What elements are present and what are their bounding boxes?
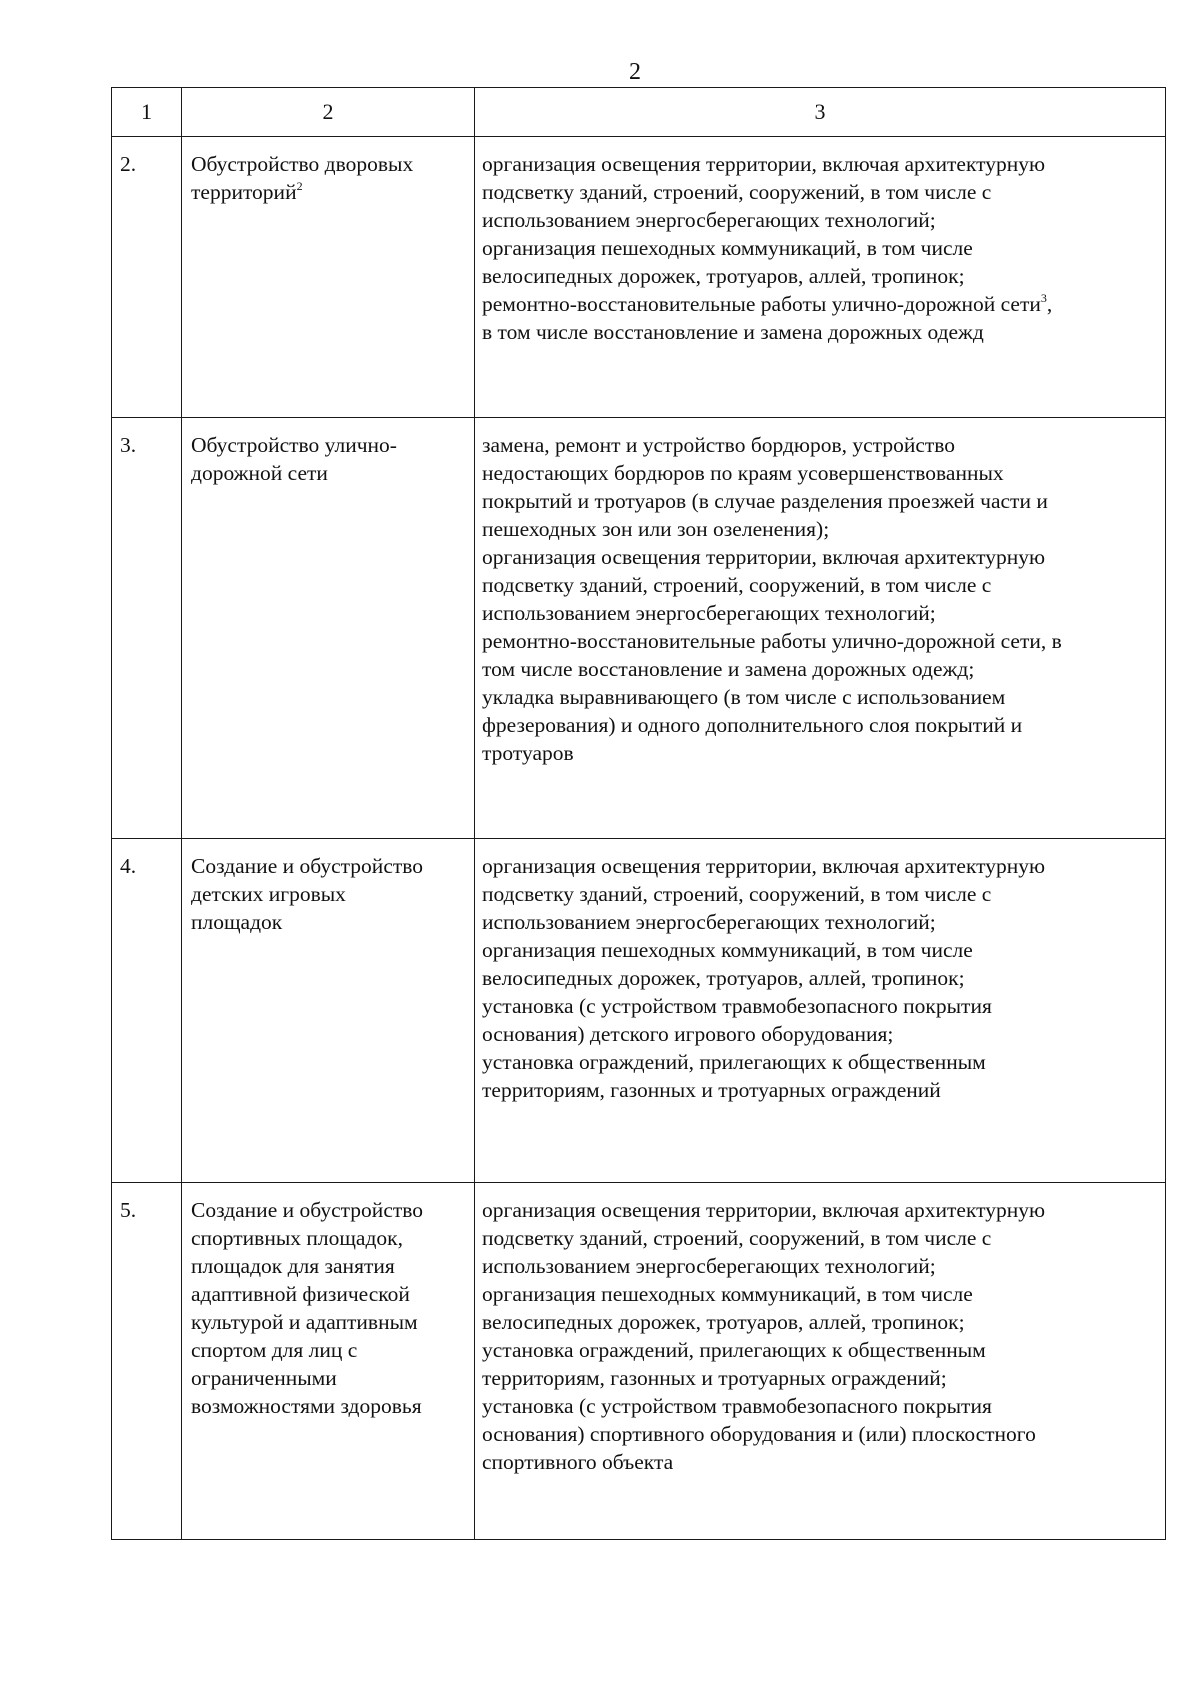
- works-line: подсветку зданий, строений, сооружений, в том числе с: [482, 1226, 992, 1250]
- works-line: территориям, газонных и тротуарных ограждений: [482, 1078, 941, 1102]
- table-row: [112, 418, 1166, 839]
- works-line: организация освещения территории, включая архитектурную: [482, 1198, 1046, 1222]
- measure-name-line: Создание и обустройство: [191, 854, 424, 878]
- row-number: 3.: [120, 433, 137, 457]
- measure-name-line: спортом для лиц с: [191, 1338, 358, 1362]
- works-line: покрытий и тротуаров (в случае разделения проезжей части и: [482, 489, 1048, 513]
- footnote-marker: 3: [1040, 291, 1047, 305]
- measure-works-cell: [475, 839, 1166, 1183]
- measure-name-cell: [182, 1183, 475, 1540]
- measure-name-line: Обустройство улично-: [191, 433, 397, 457]
- measure-name-line: возможностями здоровья: [191, 1394, 422, 1418]
- measure-works-cell: [475, 137, 1166, 418]
- works-line: недостающих бордюров по краям усовершенствованных: [482, 461, 1004, 485]
- works-line: установка ограждений, прилегающих к общественным: [482, 1050, 986, 1074]
- header-col-1: 1: [112, 88, 182, 137]
- measure-name-line: детских игровых: [191, 882, 346, 906]
- works-line: велосипедных дорожек, тротуаров, аллей, тропинок;: [482, 966, 965, 990]
- header-col-2: 2: [182, 88, 475, 137]
- table-row: [112, 137, 1166, 418]
- row-number-cell: [112, 137, 182, 418]
- measure-works-cell: [475, 1183, 1166, 1540]
- works-line: использованием энергосберегающих технологий;: [482, 601, 936, 625]
- works-line: использованием энергосберегающих технологий;: [482, 208, 936, 232]
- table-header-row: [112, 88, 1166, 137]
- works-line: установка (с устройством травмобезопасного покрытия: [482, 994, 992, 1018]
- header-col-3: 3: [475, 88, 1166, 137]
- works-line: укладка выравнивающего (в том числе с использованием: [482, 685, 1006, 709]
- measure-name-line: площадок: [191, 910, 283, 934]
- measure-name-line: дорожной сети: [191, 461, 328, 485]
- works-line: ремонтно-восстановительные работы улично-дорожной сети: [482, 292, 1041, 316]
- measure-works-cell: [475, 418, 1166, 839]
- table-row: [112, 1183, 1166, 1540]
- measure-name-line: Обустройство дворовых: [191, 152, 414, 176]
- row-number: 5.: [120, 1198, 137, 1222]
- works-line: использованием энергосберегающих технологий;: [482, 1254, 936, 1278]
- works-line: организация освещения территории, включая архитектурную: [482, 854, 1046, 878]
- works-line: велосипедных дорожек, тротуаров, аллей, тропинок;: [482, 264, 965, 288]
- works-line: организация пешеходных коммуникаций, в том числе: [482, 938, 973, 962]
- measure-name-cell: [182, 137, 475, 418]
- measure-name-line: площадок для занятия: [191, 1254, 395, 1278]
- works-line: том числе восстановление и замена дорожных одежд;: [482, 657, 975, 681]
- works-line: фрезерования) и одного дополнительного слоя покрытий и: [482, 713, 1023, 737]
- measure-name-line: территорий: [191, 180, 297, 204]
- measure-name-line: ограниченными: [191, 1366, 337, 1390]
- row-number-cell: [112, 418, 182, 839]
- table-row: [112, 839, 1166, 1183]
- measure-name-line: Создание и обустройство: [191, 1198, 424, 1222]
- works-line: организация пешеходных коммуникаций, в том числе: [482, 236, 973, 260]
- footnote-marker: 2: [296, 179, 303, 193]
- works-line: организация пешеходных коммуникаций, в том числе: [482, 1282, 973, 1306]
- works-line: замена, ремонт и устройство бордюров, устройство: [482, 433, 956, 457]
- row-number-cell: [112, 839, 182, 1183]
- works-line: подсветку зданий, строений, сооружений, в том числе с: [482, 573, 992, 597]
- row-number: 2.: [120, 152, 137, 176]
- row-number: 4.: [120, 854, 137, 878]
- works-line-with-footnote: [482, 290, 1161, 318]
- works-line: подсветку зданий, строений, сооружений, в том числе с: [482, 180, 992, 204]
- row-number-cell: [112, 1183, 182, 1540]
- works-line: установка (с устройством травмобезопасного покрытия: [482, 1394, 992, 1418]
- works-line: велосипедных дорожек, тротуаров, аллей, тропинок;: [482, 1310, 965, 1334]
- page-number: 2: [629, 59, 641, 85]
- works-line: тротуаров: [482, 741, 574, 765]
- works-line: организация освещения территории, включая архитектурную: [482, 152, 1046, 176]
- works-line: использованием энергосберегающих технологий;: [482, 910, 936, 934]
- works-line: подсветку зданий, строений, сооружений, в том числе с: [482, 882, 992, 906]
- measures-table: [111, 87, 1166, 1540]
- works-line: спортивного объекта: [482, 1450, 674, 1474]
- measure-name-line: культурой и адаптивным: [191, 1310, 418, 1334]
- works-line: организация освещения территории, включая архитектурную: [482, 545, 1046, 569]
- measure-name-line: спортивных площадок,: [191, 1226, 403, 1250]
- works-line: ремонтно-восстановительные работы улично-дорожной сети, в: [482, 629, 1062, 653]
- measure-name-line-with-footnote: [191, 178, 466, 206]
- measure-name-line: адаптивной физической: [191, 1282, 410, 1306]
- measure-name-cell: [182, 418, 475, 839]
- measure-name-cell: [182, 839, 475, 1183]
- works-line: территориям, газонных и тротуарных ограждений;: [482, 1366, 947, 1390]
- works-line: основания) спортивного оборудования и (или) плоскостного: [482, 1422, 1036, 1446]
- works-line: пешеходных зон или зон озеленения);: [482, 517, 830, 541]
- works-line: установка ограждений, прилегающих к общественным: [482, 1338, 986, 1362]
- works-line: в том числе восстановление и замена дорожных одежд: [482, 320, 984, 344]
- works-line: основания) детского игрового оборудования;: [482, 1022, 894, 1046]
- footnote-trailing-comma: ,: [1046, 292, 1053, 316]
